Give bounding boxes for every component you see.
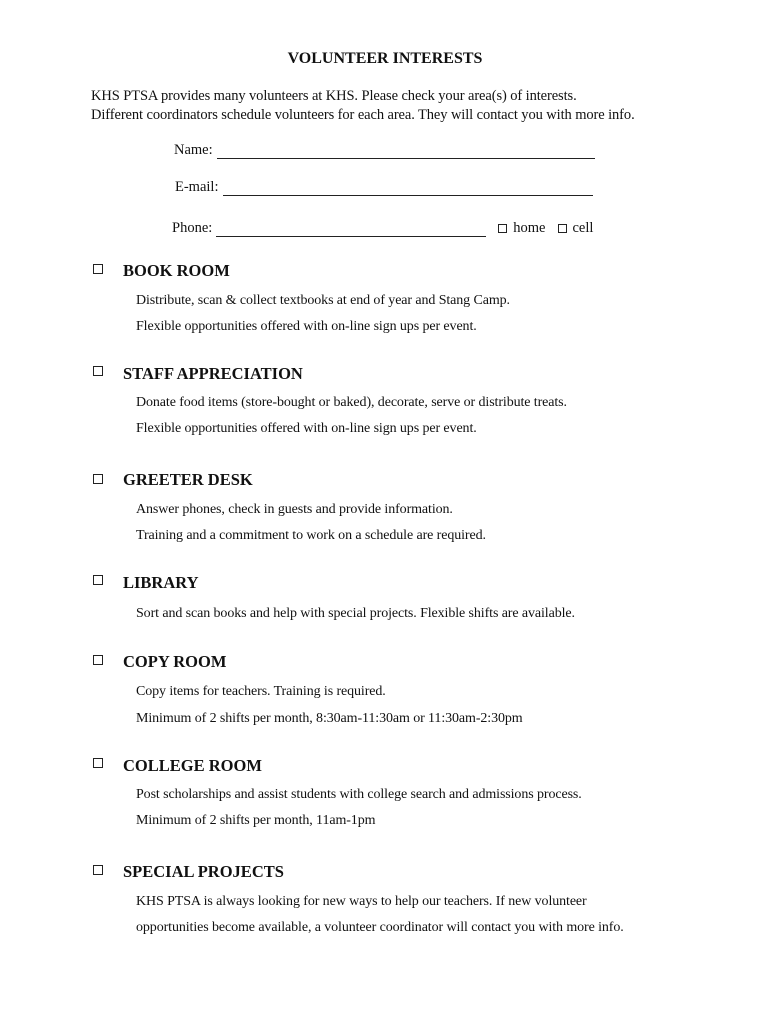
name-input-line[interactable] — [217, 143, 595, 159]
staff-appreciation-checkbox[interactable] — [93, 366, 103, 376]
college-room-checkbox[interactable] — [93, 758, 103, 768]
section-line: Minimum of 2 shifts per month, 11am-1pm — [136, 813, 376, 828]
greeter-desk-checkbox[interactable] — [93, 474, 103, 484]
section-line: Minimum of 2 shifts per month, 8:30am-11:30am or 11:30am-2:30pm — [136, 711, 523, 726]
section-line: Training and a commitment to work on a schedule are required. — [136, 528, 486, 543]
library-checkbox[interactable] — [93, 575, 103, 585]
home-option[interactable] — [498, 220, 545, 237]
section-line: KHS PTSA is always looking for new ways to help our teachers. If new volunteer — [136, 894, 587, 909]
section-line: Flexible opportunities offered with on-line sign ups per event. — [136, 421, 477, 436]
section-heading-copy-room: COPY ROOM — [123, 652, 227, 671]
intro-line-1: KHS PTSA provides many volunteers at KHS. Please check your area(s) of interests. — [91, 88, 577, 104]
section-heading-greeter-desk: GREETER DESK — [123, 470, 253, 489]
intro-line-2: Different coordinators schedule volunteers for each area. They will contact you with more info. — [91, 107, 635, 123]
section-line: Copy items for teachers. Training is required. — [136, 684, 386, 699]
book-room-checkbox[interactable] — [93, 264, 103, 274]
phone-input-line[interactable] — [216, 221, 486, 237]
section-line: Distribute, scan & collect textbooks at end of year and Stang Camp. — [136, 293, 510, 308]
section-line: opportunities become available, a volunteer coordinator will contact you with more info. — [136, 920, 624, 935]
section-line: Answer phones, check in guests and provide information. — [136, 502, 453, 517]
phone-label: Phone: — [172, 220, 213, 236]
section-line: Donate food items (store-bought or baked), decorate, serve or distribute treats. — [136, 395, 567, 410]
section-heading-college-room: COLLEGE ROOM — [123, 756, 262, 775]
page-title: VOLUNTEER INTERESTS — [287, 50, 483, 67]
special-projects-checkbox[interactable] — [93, 865, 103, 875]
email-input-line[interactable] — [223, 180, 593, 196]
email-field — [175, 179, 593, 196]
section-heading-staff-appreciation: STAFF APPRECIATION — [123, 364, 303, 383]
section-heading-library: LIBRARY — [123, 573, 199, 592]
home-checkbox[interactable] — [498, 224, 507, 233]
name-field — [174, 142, 595, 159]
cell-label: cell — [572, 220, 594, 236]
home-label: home — [513, 220, 546, 236]
section-heading-special-projects: SPECIAL PROJECTS — [123, 862, 284, 881]
name-label: Name: — [174, 142, 213, 158]
email-label: E-mail: — [175, 179, 219, 195]
cell-checkbox[interactable] — [558, 224, 567, 233]
section-line: Flexible opportunities offered with on-line sign ups per event. — [136, 319, 477, 334]
cell-option[interactable] — [558, 220, 594, 237]
section-line: Sort and scan books and help with special projects. Flexible shifts are available. — [136, 606, 575, 621]
copy-room-checkbox[interactable] — [93, 655, 103, 665]
phone-field — [172, 220, 593, 237]
section-line: Post scholarships and assist students with college search and admissions process. — [136, 787, 582, 802]
section-heading-book-room: BOOK ROOM — [123, 261, 230, 280]
